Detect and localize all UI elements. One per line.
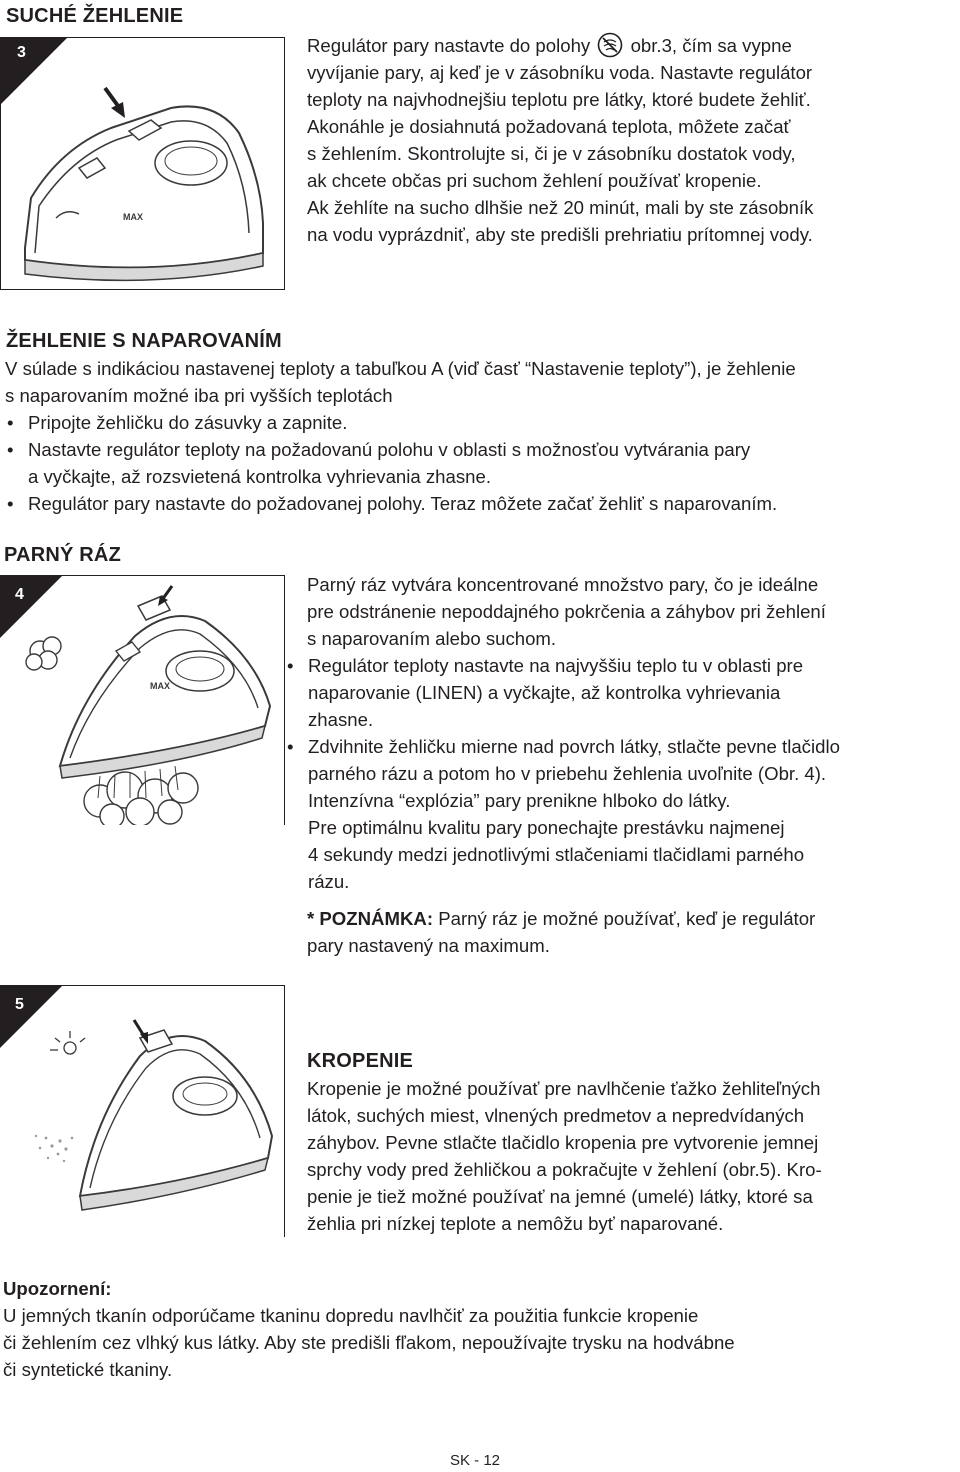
warning-heading: Upozornení: xyxy=(3,1278,112,1299)
spray-line-3: záhybov. Pevne stlačte tlačidlo kropenia pre vytvorenie jemnej xyxy=(307,1132,819,1153)
warning-line-2: či žehlením cez vlhký kus látky. Aby ste predišli fľakom, nepoužívajte trysku na hodvábne xyxy=(3,1332,735,1353)
steam-bullet-3: • Regulátor pary nastavte do požadovanej polohy. Teraz môžete začať žehliť s naparovaním. xyxy=(5,490,960,517)
steam-burst-text xyxy=(285,571,960,959)
section-heading-steam-ironing: ŽEHLENIE S NAPAROVANÍM xyxy=(6,330,282,352)
page-number: SK - 12 xyxy=(450,1452,501,1469)
figure-4-steam-burst xyxy=(0,575,285,825)
steam-bullet-1: • Pripojte žehličku do zásuvky a zapnite. xyxy=(5,409,960,436)
steam-intro-line-2: s naparovaním možné iba pri vyšších teplotách xyxy=(5,385,393,406)
dry-ironing-text xyxy=(307,32,957,248)
figure-5-number: 5 xyxy=(15,996,24,1013)
spray-line-4: sprchy vody pred žehličkou a pokračujte v žehlení (obr.5). Kro- xyxy=(307,1159,822,1180)
dry-text-line-2: vyvíjanie pary, aj keď je v zásobníku voda. Nastavte regulátor xyxy=(307,62,813,83)
spray-line-2: látok, suchých miest, vlnených predmetov a nepredvídaných xyxy=(307,1105,805,1126)
warning-line-1: U jemných tkanín odporúčame tkaninu dopredu navlhčiť za použitia funkcie kropenie xyxy=(3,1305,699,1326)
burst-intro: Parný ráz vytvára koncentrované množstvo pary, čo je ideálne pre odstránenie nepoddajného pokrčenia a záhybov pri žehlení s naparovaním alebo suchom. xyxy=(307,574,826,649)
warning-text xyxy=(3,1302,958,1383)
dry-text-line-3: teploty na najvhodnejšiu teplotu pre látky, ktoré budete žehliť. xyxy=(307,89,811,110)
section-heading-steam-burst: PARNÝ RÁZ xyxy=(4,544,121,566)
dry-text-line-5: s žehlením. Skontrolujte si, či je v zásobníku dostatok vody, xyxy=(307,143,796,164)
figure-3-dry-iron xyxy=(0,37,285,290)
iron-illustration-fig5 xyxy=(0,986,285,1237)
dry-text-line-4: Akonáhle je dosiahnutá požadovaná teplota, môžete začať xyxy=(307,116,791,137)
burst-bullet-2: • Zdvihnite žehličku mierne nad povrch látky, stlačte pevne tlačidlo parného rázu a potom ho v priebehu žehlenia uvoľnite (Obr. 4). Intenzívna “explózia” pary prenikne hlboko do látky. Pre optimálnu kvalitu pary ponechajte prestávku najmenej 4 sekundy medzi jednotlivými stlačeniami tlačidlami parného rázu. xyxy=(285,733,960,895)
figure-4-number: 4 xyxy=(15,586,24,603)
spray-line-6: žehlia pri nízkej teplote a nemôžu byť naparované. xyxy=(307,1213,724,1234)
steam-off-icon xyxy=(597,32,623,58)
figure-3-number: 3 xyxy=(17,44,26,61)
spray-text xyxy=(307,1075,957,1237)
figure-3-max-label: MAX xyxy=(123,212,143,222)
figure-5-spray xyxy=(0,985,285,1237)
burst-note: * POZNÁMKA: Parný ráz je možné používať, keď je regulátor pary nastavený na maximum. xyxy=(307,908,816,956)
figure-4-max-label: MAX xyxy=(150,681,170,691)
dry-text-line-1: Regulátor pary nastavte do polohy obr.3, čím sa vypne xyxy=(307,32,957,59)
dry-text-line-7: Ak žehlíte na sucho dlhšie než 20 minút, mali by ste zásobník xyxy=(307,197,814,218)
section-heading-spray: KROPENIE xyxy=(307,1050,414,1072)
dry-text-line-6: ak chcete občas pri suchom žehlení používať kropenie. xyxy=(307,170,762,191)
warning-line-3: či syntetické tkaniny. xyxy=(3,1359,173,1380)
burst-bullet-1: • Regulátor teploty nastavte na najvyššiu teplo tu v oblasti pre naparovanie (LINEN) a vyčkajte, až kontrolka vyhrievania zhasne. xyxy=(285,652,960,733)
spray-line-1: Kropenie je možné používať pre navlhčenie ťažko žehliteľných xyxy=(307,1078,821,1099)
steam-bullet-2: • Nastavte regulátor teploty na požadovanú polohu v oblasti s možnosťou vytvárania pary a vyčkajte, až rozsvietená kontrolka vyhrievania zhasne. xyxy=(5,436,960,490)
steam-ironing-text xyxy=(5,355,960,517)
iron-illustration-fig3 xyxy=(1,38,285,290)
spray-line-5: penie je tiež možné používať na jemné (umelé) látky, ktoré sa xyxy=(307,1186,813,1207)
note-label: * POZNÁMKA: xyxy=(307,908,434,929)
dry-text-line-8: na vodu vyprázdniť, aby ste predišli prehriatiu prítomnej vody. xyxy=(307,224,813,245)
iron-illustration-fig4 xyxy=(0,576,285,825)
steam-intro-line-1: V súlade s indikáciou nastavenej teploty a tabuľkou A (viď časť “Nastavenie teploty”), je žehlenie xyxy=(5,358,796,379)
section-heading-dry-ironing: SUCHÉ ŽEHLENIE xyxy=(6,5,184,27)
